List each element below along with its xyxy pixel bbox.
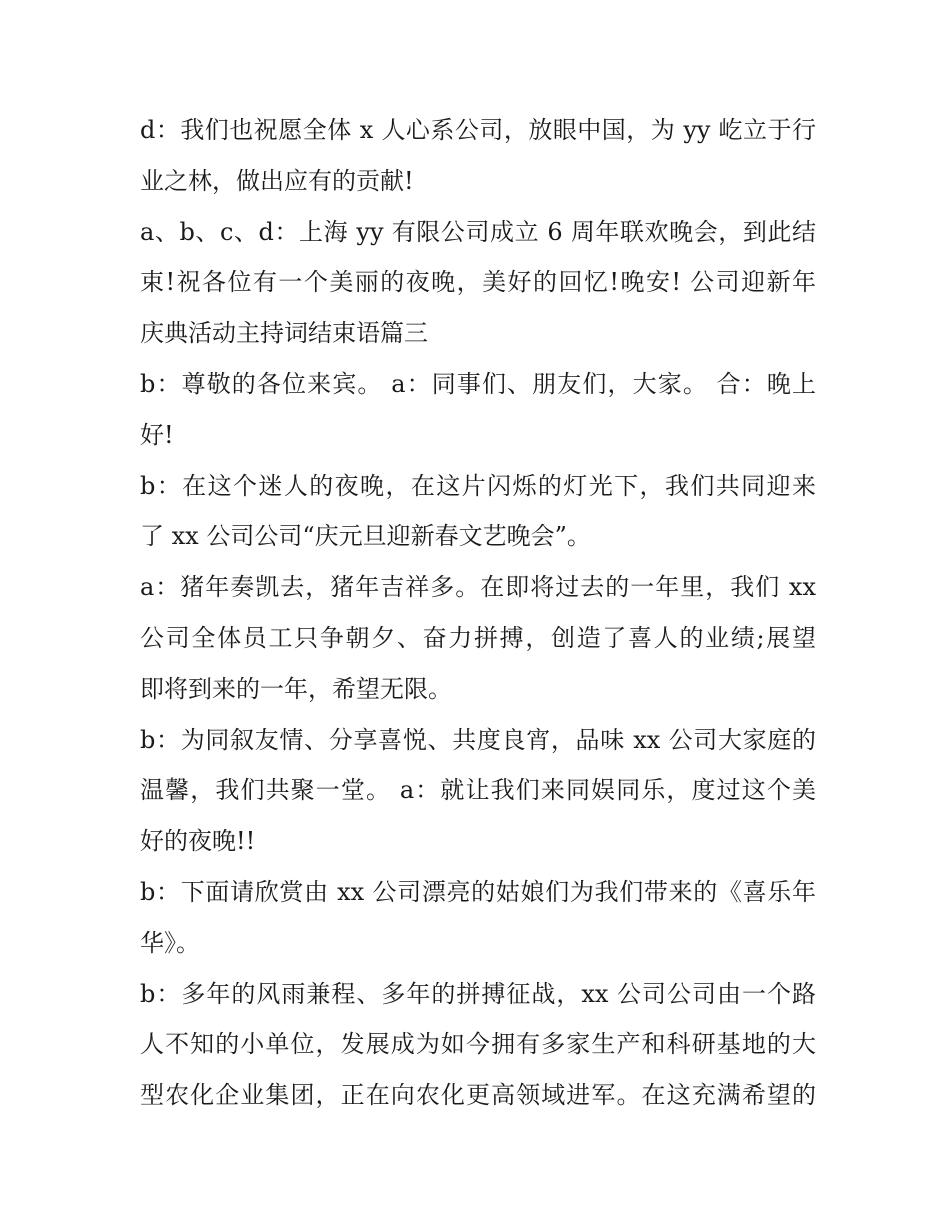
document-text-line: 华》。: [140, 928, 200, 957]
document-text-line: 了 xx 公司公司“庆元旦迎新春文艺晚会”。: [140, 522, 591, 551]
document-text-line: 即将到来的一年，希望无限。: [140, 674, 452, 703]
document-text-line: b：在这个迷人的夜晚，在这片闪烁的灯光下，我们共同迎来: [140, 471, 816, 500]
document-text-line: 庆典活动主持词结束语篇三: [140, 319, 428, 348]
document-text-line: 人不知的小单位，发展成为如今拥有多家生产和科研基地的大: [140, 1030, 816, 1059]
document-text-line: a、b、c、d：上海 yy 有限公司成立 6 周年联欢晚会，到此结: [140, 217, 816, 246]
document-text-line: 束!祝各位有一个美丽的夜晚，美好的回忆!晚安! 公司迎新年: [140, 268, 816, 297]
document-text-line: 型农化企业集团，正在向农化更高领域进军。在这充满希望的: [140, 1081, 816, 1110]
document-text-line: a：猪年奏凯去，猪年吉祥多。在即将过去的一年里，我们 xx: [140, 573, 816, 602]
document-text-line: b：尊敬的各位来宾。 a：同事们、朋友们，大家。 合：晚上: [140, 369, 816, 398]
document-text-line: 好的夜晚!!: [140, 827, 256, 856]
document-text-line: b：多年的风雨兼程、多年的拼搏征战，xx 公司公司由一个路: [140, 979, 816, 1008]
document-text-line: 公司全体员工只争朝夕、奋力拼搏，创造了喜人的业绩;展望: [140, 623, 816, 652]
document-text-line: 业之林，做出应有的贡献!: [140, 166, 414, 195]
document-body: [140, 105, 816, 1121]
document-text-line: b：为同叙友情、分享喜悦、共度良宵，品味 xx 公司大家庭的: [140, 725, 816, 754]
document-text-line: 好!: [140, 420, 174, 449]
document-text-line: 温馨，我们共聚一堂。 a：就让我们来同娱同乐，度过这个美: [140, 776, 816, 805]
document-text-line: d：我们也祝愿全体 x 人心系公司，放眼中国，为 yy 屹立于行: [140, 116, 816, 144]
document-text-line: b：下面请欣赏由 xx 公司漂亮的姑娘们为我们带来的《喜乐年: [140, 877, 816, 906]
